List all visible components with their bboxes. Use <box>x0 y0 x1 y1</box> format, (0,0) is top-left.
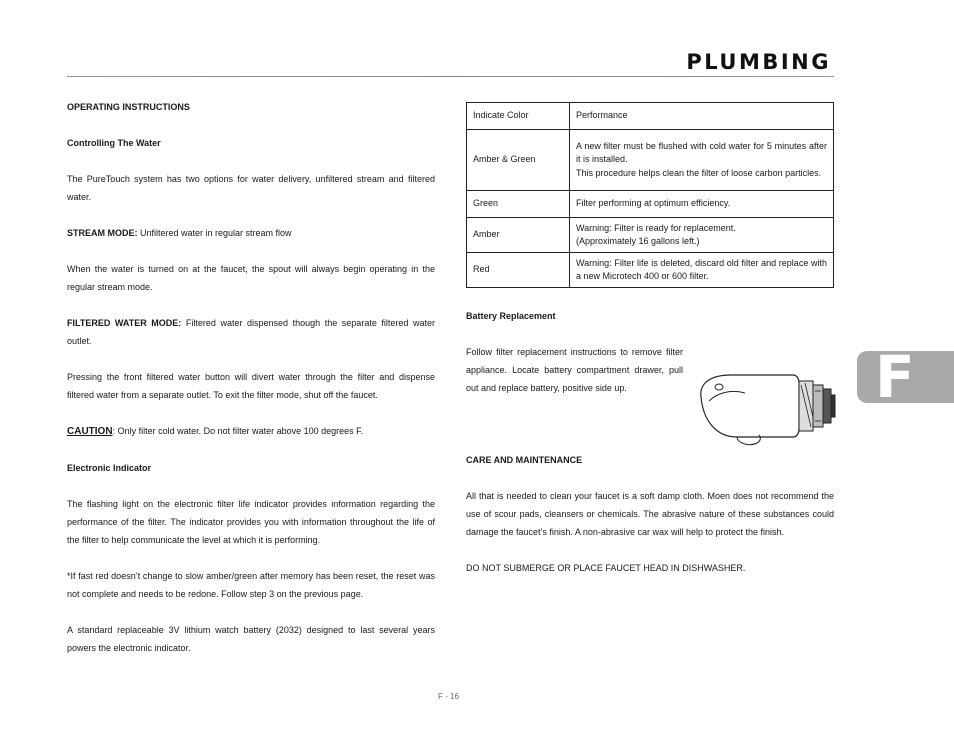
table-cell-performance: Filter performing at optimum efficiency. <box>570 191 834 218</box>
table-row <box>467 191 834 218</box>
table-cell-color: Amber & Green <box>467 130 570 191</box>
table-cell-color: Red <box>467 253 570 288</box>
table-cell-color: Amber <box>467 218 570 253</box>
table-cell-color: Green <box>467 191 570 218</box>
care-maintenance-heading: CARE AND MAINTENANCE <box>466 455 583 465</box>
performance-line: A new filter must be flushed with cold water for 5 minutes after it is installed. <box>576 141 827 165</box>
performance-line: This procedure helps clean the filter of loose carbon particles. <box>576 167 822 178</box>
battery-replacement-block <box>466 343 834 451</box>
page-number: F - 16 <box>438 692 459 701</box>
stream-mode-text: Unfiltered water in regular stream flow <box>137 228 292 238</box>
left-column <box>67 98 435 657</box>
care-maintenance-paragraph: All that is needed to clean your faucet is a soft damp cloth. Moen does not recommend the use of scour pads, cleansers or chemicals. The abrasive nature of these substances could damage the faucet’s finish. A non-abrasive car wax will help to protect the finish. <box>466 491 834 537</box>
table-header-color: Indicate Color <box>467 103 570 130</box>
section-tab-letter: F <box>875 343 915 411</box>
section-title: PLUMBING <box>686 50 831 74</box>
caution-label: CAUTION <box>67 426 113 437</box>
table-header-row <box>467 103 834 130</box>
performance-line: (Approximately 16 gallons left.) <box>576 236 700 246</box>
pressing-button-paragraph: Pressing the front filtered water button will divert water through the filter and dispense filtered water from a separate outlet. To exit the filter mode, shut off the faucet. <box>67 372 435 400</box>
caution-text: : Only filter cold water. Do not filter water above 100 degrees F. <box>112 426 364 436</box>
right-column <box>466 102 834 577</box>
battery-replacement-paragraph: Follow filter replacement instructions to remove filter appliance. Locate battery compartment drawer, pull out and replace battery, positive side up. <box>466 347 683 393</box>
section-tab <box>857 343 954 411</box>
table-row <box>467 218 834 253</box>
filtered-mode-paragraph <box>67 314 435 350</box>
turned-on-paragraph: When the water is turned on at the faucet, the spout will always begin operating in the regular stream mode. <box>67 264 435 292</box>
stream-mode-paragraph <box>67 224 435 242</box>
filter-cartridge-illustration <box>697 367 839 449</box>
table-header-performance: Performance <box>570 103 834 130</box>
dishwasher-warning: DO NOT SUBMERGE OR PLACE FAUCET HEAD IN DISHWASHER. <box>466 563 746 573</box>
table-row <box>467 130 834 191</box>
table-cell-performance <box>570 218 834 253</box>
header-divider <box>67 76 834 77</box>
stream-mode-label: STREAM MODE: <box>67 228 138 238</box>
indicator-table <box>466 102 834 288</box>
table-cell-performance <box>570 130 834 191</box>
electronic-indicator-heading: Electronic Indicator <box>67 463 152 473</box>
performance-line: Warning: Filter is ready for replacement. <box>576 222 736 233</box>
battery-replacement-heading: Battery Replacement <box>466 311 556 321</box>
fast-red-note: *If fast red doesn’t change to slow amber/green after memory has been reset, the reset was not complete and needs to be redone. Follow step 3 on the previous page. <box>67 571 435 599</box>
table-cell-performance: Warning: Filter life is deleted, discard old filter and replace with a new Microtech 400 or 600 filter. <box>570 253 834 288</box>
battery-note: A standard replaceable 3V lithium watch battery (2032) designed to last several years powers the electronic indicator. <box>67 625 435 653</box>
caution-paragraph <box>67 422 435 441</box>
table-row <box>467 253 834 288</box>
intro-paragraph: The PureTouch system has two options for water delivery, unfiltered stream and filtered water. <box>67 174 435 202</box>
filtered-mode-label: FILTERED WATER MODE: <box>67 318 182 328</box>
electronic-indicator-paragraph: The flashing light on the electronic filter life indicator provides information regarding the performance of the filter. The indicator provides you with information throughout the life of the filter to help communicate the level at which it is performing. <box>67 499 435 545</box>
operating-instructions-heading: OPERATING INSTRUCTIONS <box>67 102 190 112</box>
controlling-water-heading: Controlling The Water <box>67 138 161 148</box>
filtered-mode-text: Filtered water dispensed though the separate filtered water outlet. <box>67 318 435 346</box>
